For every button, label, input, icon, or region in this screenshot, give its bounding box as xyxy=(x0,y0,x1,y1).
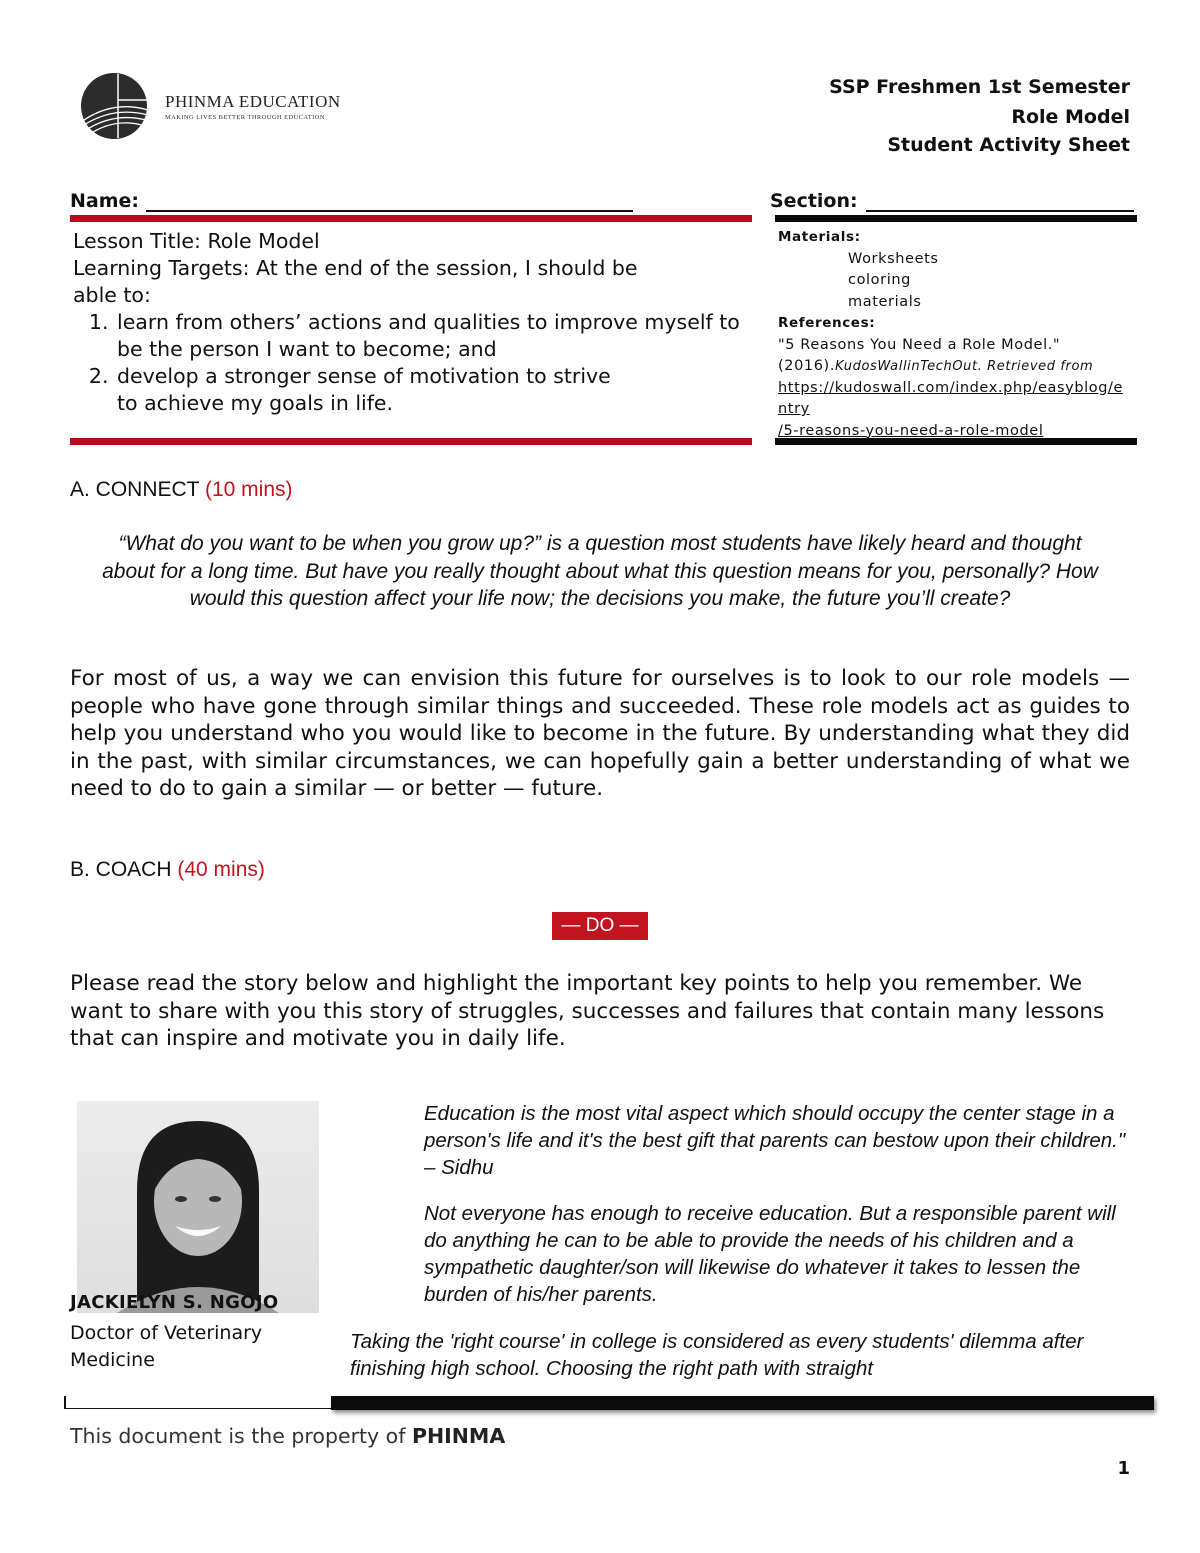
materials-item: materials xyxy=(848,293,922,310)
materials-label: Materials: xyxy=(778,229,861,245)
reference-link[interactable]: ntry xyxy=(778,401,810,417)
reference-link[interactable]: https://kudoswall.com/index.php/easyblog/e xyxy=(778,379,1124,396)
connect-paragraph: For most of us, a way we can envision this future for ourselves is to look to our role models — people who have gone through similar things and succeeded. These role models act as guides to help you understand who you would like to become in the future. By understanding what they did in the past, with similar circumstances, we can hopefully gain a better understanding of what we need to do to gain a similar — or better — future. xyxy=(70,666,1130,801)
footer-property-text xyxy=(70,1424,505,1448)
logo-emblem-icon xyxy=(81,73,148,139)
divider-red-top xyxy=(70,215,752,222)
coach-heading xyxy=(70,858,265,882)
profile-photo xyxy=(77,1101,319,1313)
footer-thin-line xyxy=(64,1408,332,1409)
divider-red-bottom xyxy=(70,438,752,445)
coach-heading-text: B. COACH xyxy=(70,858,172,881)
coach-time: (40 mins) xyxy=(177,858,265,881)
learning-target-item: 1. learn from others’ actions and qualities to improve myself to be the person I want to become; and xyxy=(115,309,743,363)
section-field-line[interactable] xyxy=(866,210,1134,212)
materials-block xyxy=(778,227,1138,442)
lesson-title-label: Lesson Title: xyxy=(73,229,201,253)
lesson-block xyxy=(73,228,743,417)
materials-item: coloring xyxy=(848,272,911,288)
reference-year: (2016). xyxy=(778,358,836,374)
story-paragraph: Not everyone has enough to receive education. But a responsible parent will do anything he can to be able to provide the needs of his children and a sympathetic daughter/son will likewise do whatever it takes to lessen the burden of his/her parents. xyxy=(424,1202,1116,1306)
connect-time: (10 mins) xyxy=(204,478,293,501)
footer-text: This document is the property of xyxy=(70,1424,406,1448)
footer-bar xyxy=(331,1396,1154,1410)
name-field-line[interactable] xyxy=(146,210,633,212)
header-course: SSP Freshmen 1st Semester xyxy=(829,76,1130,98)
section-label: Section: xyxy=(770,190,858,212)
lesson-title-value: Role Model xyxy=(207,229,320,253)
person-portrait-icon xyxy=(77,1101,319,1313)
learning-targets-intro: : At the end of the session, I should be xyxy=(242,256,638,280)
reference-title: "5 Reasons You Need a Role Model." xyxy=(778,336,1061,353)
story-paragraph: Taking the 'right course' in college is considered as every students' dilemma after finishing high school. Choosing the right path with straight xyxy=(350,1330,1084,1380)
do-badge: — DO — xyxy=(552,912,648,940)
footer-owner: PHINMA xyxy=(411,1424,506,1448)
references-label: References: xyxy=(778,315,876,331)
page-number: 1 xyxy=(1117,1458,1130,1479)
learning-targets-intro-2: able to: xyxy=(73,283,151,307)
learning-targets-label: Learning Targets xyxy=(73,256,243,280)
header-topic: Role Model xyxy=(1011,106,1130,128)
header-sheet-type: Student Activity Sheet xyxy=(887,134,1130,156)
logo-tagline: MAKING LIVES BETTER THROUGH EDUCATION xyxy=(165,114,325,121)
learning-targets-list xyxy=(73,309,743,417)
learning-target-item: 2. develop a stronger sense of motivation to strive to achieve my goals in life. xyxy=(115,363,743,417)
name-label: Name: xyxy=(70,190,140,212)
person-name: JACKIELYN S. NGOJO xyxy=(70,1292,279,1313)
connect-heading xyxy=(70,478,293,502)
story-quote: Education is the most vital aspect which should occupy the center stage in a person's life and it's the best gift that parents can bestow upon their children." – Sidhu xyxy=(424,1102,1126,1179)
logo-name: PHINMA EDUCATION xyxy=(165,92,341,111)
connect-quote: “What do you want to be when you grow up?” is a question most students have likely heard and thought about for a long time. But have you really thought about what this question means for you, personally? How would this question affect your life now; the decisions you make, the future you’ll create? xyxy=(102,532,1098,610)
reference-link[interactable]: /5-reasons-you-need-a-role-model xyxy=(778,422,1044,439)
person-title: Doctor of Veterinary Medicine xyxy=(70,1322,263,1371)
reference-source: KudosWallinTechOut. Retrieved from xyxy=(835,359,1094,374)
materials-item: Worksheets xyxy=(848,250,939,267)
connect-heading-text: A. CONNECT xyxy=(70,478,200,501)
divider-black-top xyxy=(775,215,1137,222)
coach-paragraph: Please read the story below and highlight the important key points to help you remember. We want to share with you this story of struggles, successes and failures that contain many lessons that can inspire and motivate you in daily life. xyxy=(70,971,1105,1051)
